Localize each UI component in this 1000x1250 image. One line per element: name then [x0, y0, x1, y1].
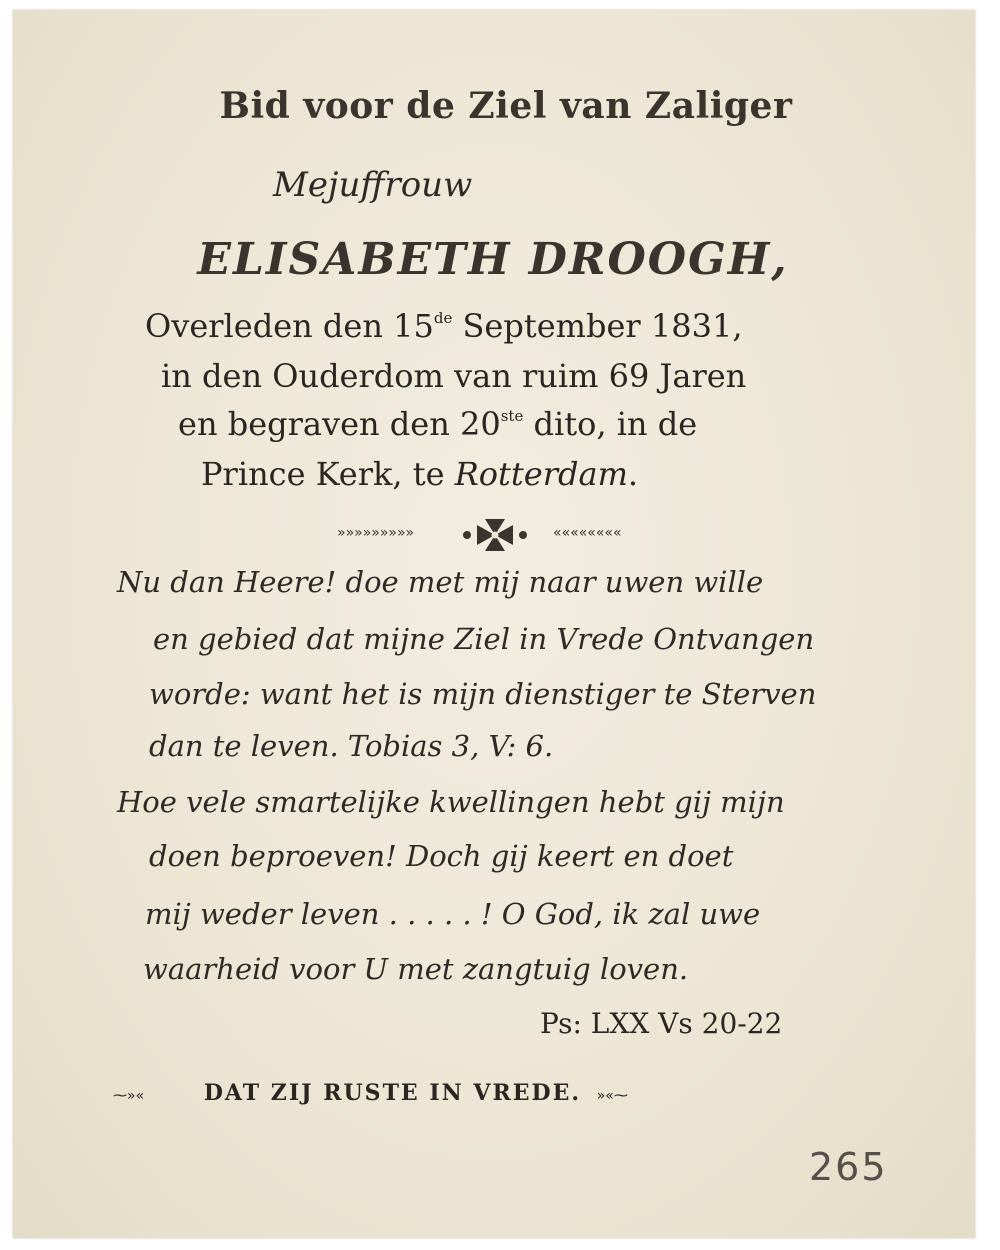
archive-number: 265 — [809, 1145, 888, 1189]
death-date-text: Overleden den 15 — [145, 307, 434, 345]
divider-ornament — [333, 515, 663, 555]
closing-ornament-right: »«⁓ — [596, 1088, 628, 1104]
closing-text: DAT ZIJ RUSTE IN VREDE. — [203, 1080, 582, 1106]
verse-2-line-3: mij weder leven . . . . . ! O God, ik zal uwe — [145, 897, 761, 931]
verse-2-line-4: waarheid voor U met zangtuig loven. — [143, 952, 689, 986]
age-line: in den Ouderdom van ruim 69 Jaren — [161, 357, 747, 395]
church-line-period: . — [627, 455, 639, 493]
verse-1-line-1: Nu dan Heere! doe met mij naar uwen wille — [117, 565, 764, 599]
death-date-line — [145, 307, 743, 345]
church-line — [201, 455, 639, 493]
divider-arrows-left: »»»»»»»»» — [337, 525, 415, 541]
psalm-reference: Ps: LXX Vs 20-22 — [540, 1007, 783, 1040]
honorific: Mejuffrouw — [273, 165, 473, 205]
burial-dito: dito, in de — [523, 405, 698, 443]
deceased-name: ELISABETH DROOGH, — [197, 234, 789, 285]
divider-arrows-right: «««««««« — [553, 525, 622, 541]
verse-2-line-1: Hoe vele smartelijke kwellingen hebt gij mijn — [117, 785, 785, 819]
verse-2-line-2: doen beproeven! Doch gij keert en doet — [149, 839, 734, 873]
verse-1-line-4: dan te leven. Tobias 3, V: 6. — [149, 729, 554, 763]
death-date-month-year: September 1831, — [452, 307, 743, 345]
closing-line — [113, 1082, 628, 1104]
burial-date-suffix: ste — [500, 407, 524, 425]
church-name: Prince Kerk, te — [201, 455, 455, 493]
cross-pattee-icon — [461, 515, 529, 555]
death-date-suffix: de — [433, 309, 453, 327]
burial-line — [178, 405, 698, 443]
memorial-card — [13, 10, 975, 1238]
verse-1-line-2: en gebied dat mijne Ziel in Vrede Ontvangen — [153, 622, 815, 656]
city-name: Rotterdam — [454, 455, 628, 493]
verse-1-line-3: worde: want het is mijn dienstiger te Sterven — [149, 677, 817, 711]
burial-text: en begraven den 20 — [178, 405, 501, 443]
closing-ornament-left: ⁓»« — [113, 1088, 145, 1104]
card-heading: Bid voor de Ziel van Zaliger — [219, 85, 793, 127]
